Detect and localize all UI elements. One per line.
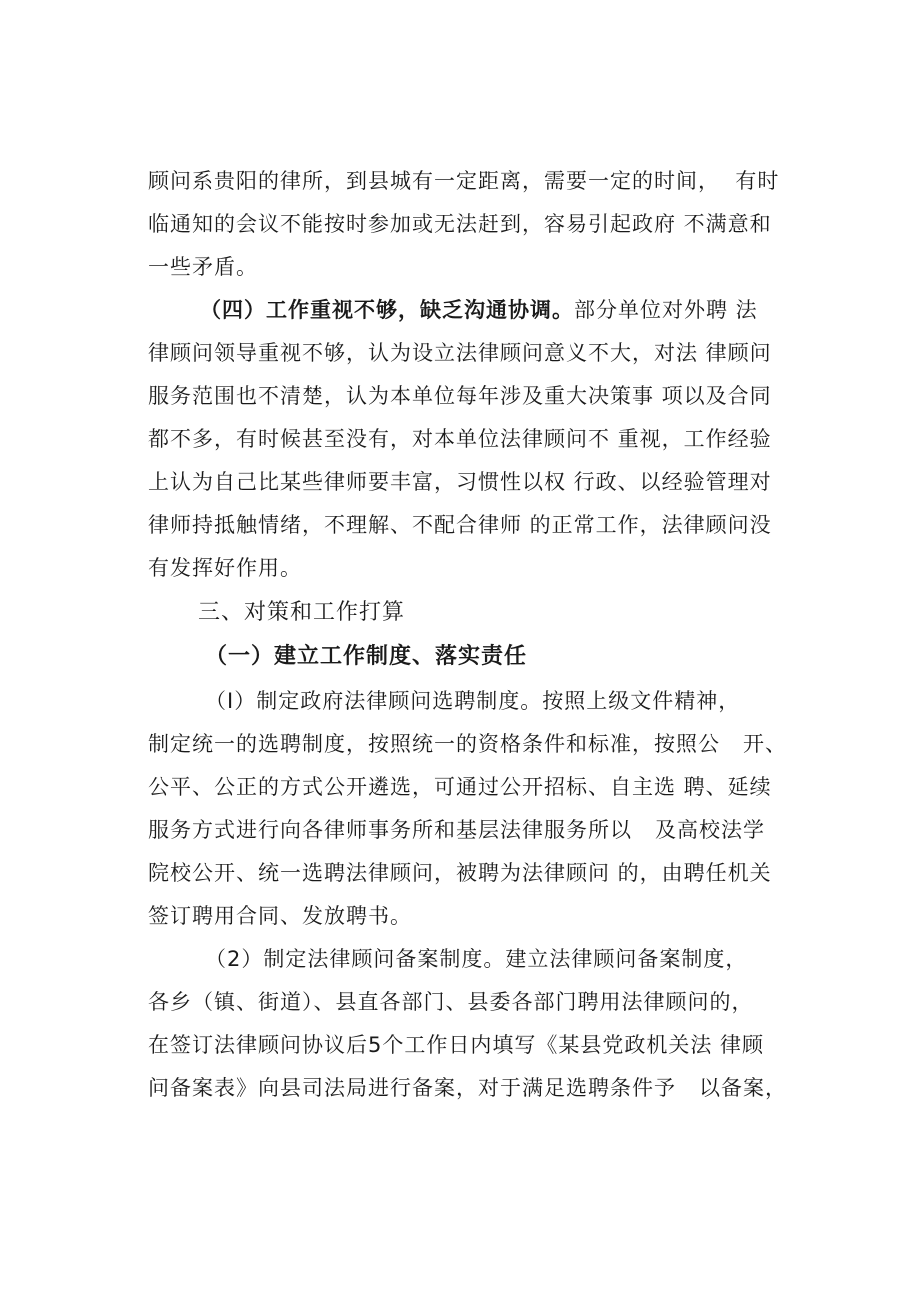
para-line: 都不多，有时候甚至没有，对本单位法律顾问不 重视，工作经验 (148, 427, 772, 451)
para-line: 律顾问领导重视不够，认为设立法律顾问意义不大，对法 律顾问 (148, 341, 772, 365)
para-line: 服务范围也不清楚，认为本单位每年涉及重大决策事 项以及合同 (148, 384, 772, 408)
para-line: 公平、公正的方式公开遴选，可通过公开招标、自主选 聘、延续 (148, 775, 772, 799)
para-line: 院校公开、统一选聘法律顾问，被聘为法律顾问 的，由聘任机关 (148, 861, 772, 885)
para-line: 上认为自己比某些律师要丰富，习惯性以权 行政、以经验管理对 (148, 470, 772, 494)
para-line: 在签订法律顾问协议后5个工作日内填写《某县党政机关法 律顾 (148, 1033, 765, 1057)
para-line: 有发挥好作用。 (148, 556, 302, 580)
para-line: 各乡（镇、街道）、县直各部门、县委各部门聘用法律顾问的， (148, 990, 754, 1014)
para-line: 顾问系贵阳的律所，到县城有一定距离，需要一定的时间， 有时 (148, 169, 780, 193)
inline-heading: （四）工作重视不够，缺乏沟通协调。 (200, 298, 574, 322)
para-line: （2）制定法律顾问备案制度。建立法律顾问备案制度， (205, 947, 748, 971)
para-line: 服务方式进行向各律师事务所和基层法律服务所以 及高校法学 (148, 818, 766, 842)
para-line: 临通知的会议不能按时参加或无法赶到，容易引起政府 不满意和 (148, 212, 772, 236)
para-line: 律师持抵触情绪，不理解、不配合律师 的正常工作，法律顾问没 (148, 513, 772, 537)
para-line: 制定统一的选聘制度，按照统一的资格条件和标准，按照公 开、 (148, 732, 788, 756)
subsection-title: （一）建立工作制度、落实责任 (205, 644, 528, 669)
para-line: 问备案表》向县司法局进行备案，对于满足选聘条件予 以备案， (148, 1076, 788, 1100)
section-title: 三、对策和工作打算 (198, 600, 406, 625)
para-line: 签订聘用合同、发放聘书。 (148, 904, 412, 928)
para-text: 部分单位对外聘 法 (574, 298, 758, 322)
para-line: 一些矛盾。 (148, 255, 258, 279)
para-line (200, 295, 758, 325)
para-line: （I）制定政府法律顾问选聘制度。按照上级文件精神， (205, 689, 741, 713)
